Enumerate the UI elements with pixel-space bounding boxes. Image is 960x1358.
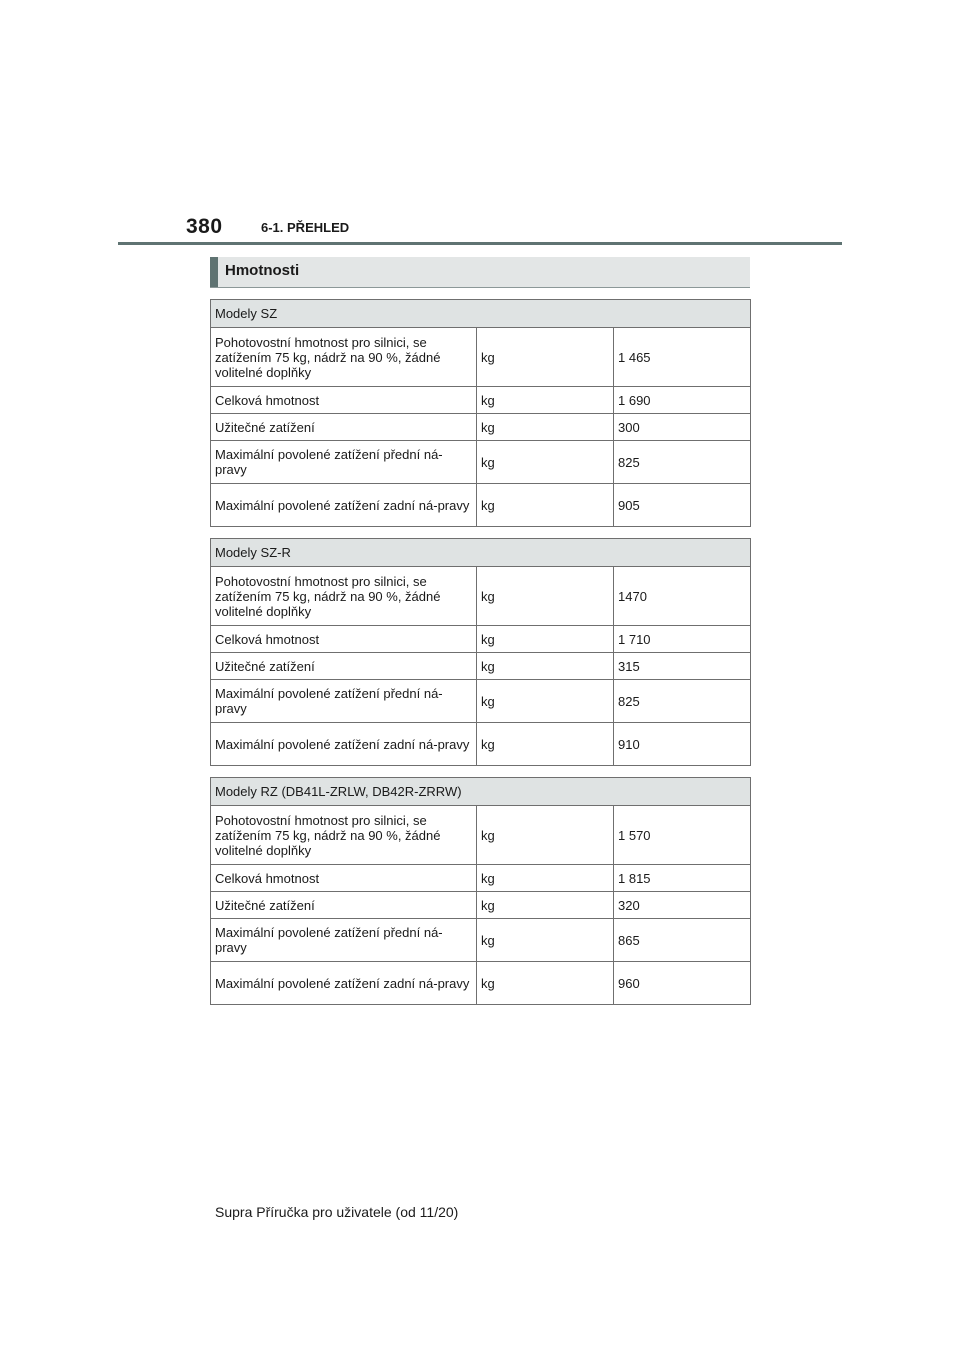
row-label: Celková hmotnost bbox=[211, 626, 477, 653]
row-unit: kg bbox=[477, 723, 614, 766]
row-unit: kg bbox=[477, 328, 614, 387]
weights-table-rz bbox=[210, 777, 751, 1005]
table-row bbox=[211, 387, 751, 414]
row-label: Pohotovostní hmotnost pro silnici, se zatížením 75 kg, nádrž na 90 %, žádné volitelné doplňky bbox=[211, 806, 477, 865]
heading-bar bbox=[210, 257, 750, 288]
row-unit: kg bbox=[477, 653, 614, 680]
table-row bbox=[211, 414, 751, 441]
row-label: Pohotovostní hmotnost pro silnici, se zatížením 75 kg, nádrž na 90 %, žádné volitelné doplňky bbox=[211, 567, 477, 626]
footer-text: Supra Příručka pro uživatele (od 11/20) bbox=[215, 1204, 459, 1220]
row-value: 300 bbox=[614, 414, 751, 441]
row-unit: kg bbox=[477, 806, 614, 865]
row-value: 1 465 bbox=[614, 328, 751, 387]
row-value: 1 690 bbox=[614, 387, 751, 414]
row-value: 320 bbox=[614, 892, 751, 919]
row-value: 825 bbox=[614, 441, 751, 484]
row-unit: kg bbox=[477, 680, 614, 723]
row-unit: kg bbox=[477, 414, 614, 441]
table-row bbox=[211, 723, 751, 766]
table-row bbox=[211, 806, 751, 865]
header-rule bbox=[118, 242, 842, 245]
row-unit: kg bbox=[477, 626, 614, 653]
weights-table-sz-r bbox=[210, 538, 751, 766]
weights-tables bbox=[210, 299, 750, 1016]
row-value: 1 710 bbox=[614, 626, 751, 653]
page-number: 380 bbox=[186, 215, 223, 238]
row-label: Maximální povolené zatížení přední ná-pravy bbox=[211, 919, 477, 962]
row-unit: kg bbox=[477, 865, 614, 892]
row-label: Maximální povolené zatížení přední ná-pravy bbox=[211, 680, 477, 723]
heading-title: Hmotnosti bbox=[225, 262, 300, 279]
row-value: 1 570 bbox=[614, 806, 751, 865]
row-label: Maximální povolené zatížení zadní ná-pravy bbox=[211, 484, 477, 527]
row-label: Užitečné zatížení bbox=[211, 892, 477, 919]
table-row bbox=[211, 567, 751, 626]
table-row bbox=[211, 865, 751, 892]
section-title: 6-1. PŘEHLED bbox=[261, 220, 350, 235]
row-label: Maximální povolené zatížení přední ná-pravy bbox=[211, 441, 477, 484]
table-row bbox=[211, 892, 751, 919]
row-label: Maximální povolené zatížení zadní ná-pravy bbox=[211, 723, 477, 766]
row-unit: kg bbox=[477, 892, 614, 919]
row-label: Pohotovostní hmotnost pro silnici, se zatížením 75 kg, nádrž na 90 %, žádné volitelné doplňky bbox=[211, 328, 477, 387]
row-label: Celková hmotnost bbox=[211, 865, 477, 892]
row-label: Maximální povolené zatížení zadní ná-pravy bbox=[211, 962, 477, 1005]
row-unit: kg bbox=[477, 962, 614, 1005]
table-row bbox=[211, 680, 751, 723]
row-label: Celková hmotnost bbox=[211, 387, 477, 414]
table-title: Modely RZ (DB41L-ZRLW, DB42R-ZRRW) bbox=[211, 778, 751, 806]
table-row bbox=[211, 441, 751, 484]
row-label: Užitečné zatížení bbox=[211, 414, 477, 441]
row-unit: kg bbox=[477, 441, 614, 484]
row-unit: kg bbox=[477, 567, 614, 626]
row-value: 825 bbox=[614, 680, 751, 723]
row-value: 960 bbox=[614, 962, 751, 1005]
table-title: Modely SZ bbox=[211, 300, 751, 328]
row-value: 865 bbox=[614, 919, 751, 962]
table-row bbox=[211, 626, 751, 653]
weights-table-sz bbox=[210, 299, 751, 527]
row-value: 1470 bbox=[614, 567, 751, 626]
row-unit: kg bbox=[477, 919, 614, 962]
table-row bbox=[211, 653, 751, 680]
row-value: 1 815 bbox=[614, 865, 751, 892]
table-row bbox=[211, 962, 751, 1005]
heading-accent bbox=[210, 257, 218, 287]
row-value: 905 bbox=[614, 484, 751, 527]
table-row bbox=[211, 328, 751, 387]
row-value: 910 bbox=[614, 723, 751, 766]
row-value: 315 bbox=[614, 653, 751, 680]
row-unit: kg bbox=[477, 484, 614, 527]
table-row bbox=[211, 484, 751, 527]
table-row bbox=[211, 919, 751, 962]
row-unit: kg bbox=[477, 387, 614, 414]
table-title: Modely SZ-R bbox=[211, 539, 751, 567]
row-label: Užitečné zatížení bbox=[211, 653, 477, 680]
